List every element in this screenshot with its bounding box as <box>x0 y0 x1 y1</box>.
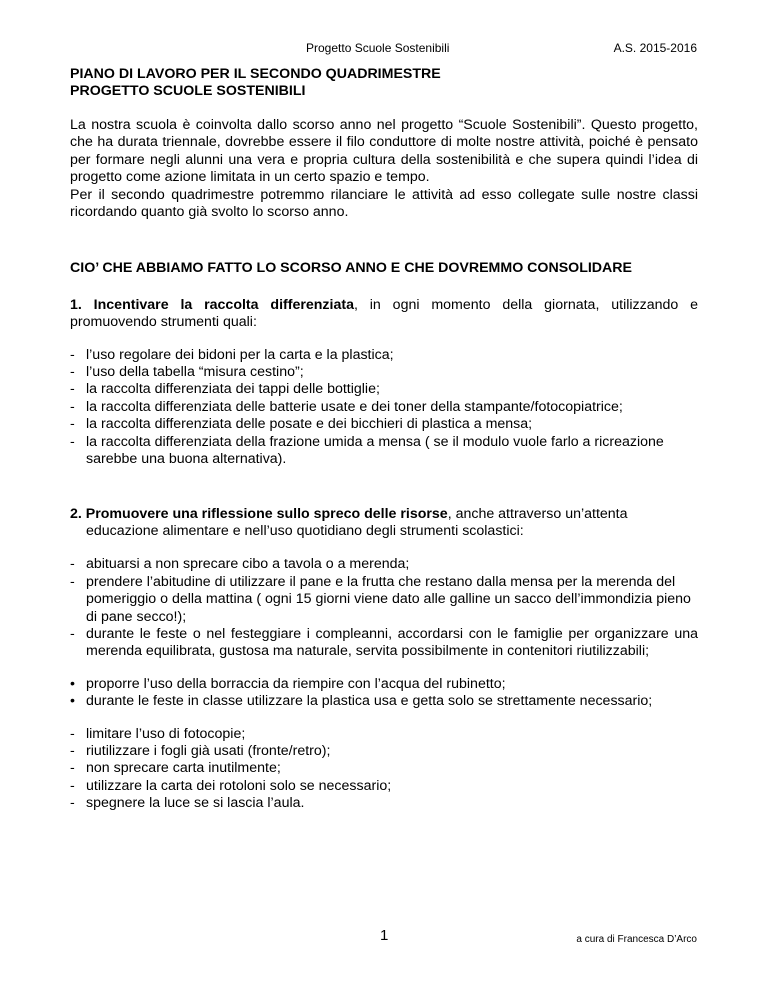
item-1-list <box>70 347 698 469</box>
list-item: - prendere l’abitudine di utilizzare il pane e la frutta che restano dalla mensa per la merenda del pomeriggio o della mattina ( ogni 15 giorni viene dato alle galline un sacco dell’immondizia pieno di pane secco!); <box>70 573 691 625</box>
document-body <box>70 66 698 813</box>
item-2-list-a <box>70 556 698 660</box>
title-line-1: PIANO DI LAVORO PER IL SECONDO QUADRIMESTRE <box>70 66 441 82</box>
list-item: - la raccolta differenziata delle posate e dei bicchieri di plastica a mensa; <box>70 416 533 433</box>
list-item: - non sprecare carta inutilmente; <box>70 760 281 777</box>
document-title <box>70 66 698 100</box>
list-item: • proporre l’uso della borraccia da riempire con l’acqua del rubinetto; <box>70 675 506 692</box>
list-item: - utilizzare la carta dei rotoloni solo se necessario; <box>70 777 392 794</box>
list-item: • durante le feste in classe utilizzare la plastica usa e getta solo se strettamente necessario; <box>70 693 653 710</box>
item-1-heading <box>70 297 698 332</box>
section-heading: CIO’ CHE ABBIAMO FATTO LO SCORSO ANNO E CHE DOVREMMO CONSOLIDARE <box>70 260 633 277</box>
header-school-year: A.S. 2015-2016 <box>613 41 697 55</box>
list-item: - la raccolta differenziata dei tappi delle bottiglie; <box>70 381 380 398</box>
list-item: - spegnere la luce se si lascia l’aula. <box>70 795 305 812</box>
item-2-heading <box>70 506 698 541</box>
list-item: - durante le feste o nel festeggiare i compleanni, accordarsi con le famiglie per organizzare una merenda equilibrata, gustosa ma naturale, servita possibilmente in contenitori riutilizzabili; <box>70 625 698 660</box>
title-line-2: PROGETTO SCUOLE SOSTENIBILI <box>70 83 306 99</box>
header-project-name: Progetto Scuole Sostenibili <box>306 41 450 55</box>
intro-paragraph <box>70 117 698 221</box>
intro-text-2: Per il secondo quadrimestre potremmo rilanciare le attività ad esso collegate sulle nostre classi ricordando quanto già svolto lo scorso anno. <box>70 186 698 221</box>
item-2-list-c <box>70 726 698 813</box>
item-1-rest: , in ogni momento della giornata, utilizzando e promuovendo strumenti quali: <box>70 296 699 331</box>
list-item: - l’uso della tabella “misura cestino”; <box>70 364 304 381</box>
list-item: - limitare l’uso di fotocopie; <box>70 725 246 742</box>
list-item: - l’uso regolare dei bidoni per la carta e la plastica; <box>70 346 394 363</box>
list-item: - abituarsi a non sprecare cibo a tavola o a merenda; <box>70 556 410 573</box>
item-2-line-2: educazione alimentare e nell’uso quotidiano degli strumenti scolastici: <box>86 522 524 539</box>
item-2-bold: 2. Promuovere una riflessione sullo spreco delle risorse <box>70 505 448 522</box>
item-2-list-b <box>70 676 698 711</box>
list-item: - riutilizzare i fogli già usati (fronte/retro); <box>70 742 331 759</box>
list-item: - la raccolta differenziata della frazione umida a mensa ( se il modulo vuole farlo a ricreazione sarebbe una buona alternativa). <box>70 433 664 468</box>
item-2-rest: , anche attraverso un’attenta <box>447 505 628 522</box>
page-number: 1 <box>380 927 389 944</box>
item-1-bold: 1. Incentivare la raccolta differenziata <box>70 296 354 313</box>
intro-text-1: La nostra scuola è coinvolta dallo scorso anno nel progetto “Scuole Sostenibili”. Questo progetto, che ha durata triennale, dovrebbe essere il filo conduttore di molte nostre attività, poiché è pensato per formare negli alunni una vera e propria cultura della sostenibilità e che supera quindi l’idea di progetto come azione limitata in un certo spazio e tempo. <box>70 117 698 186</box>
footer-credit: a cura di Francesca D’Arco <box>576 934 697 945</box>
list-item: - la raccolta differenziata delle batterie usate e dei toner della stampante/fotocopiatrice; <box>70 398 623 415</box>
